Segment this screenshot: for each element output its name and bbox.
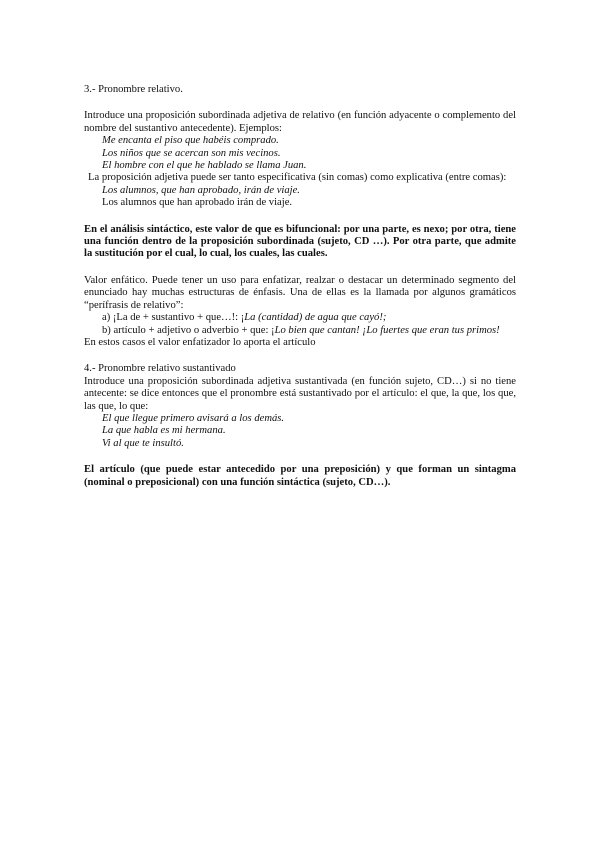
item-a-plain: a) ¡La de + sustantivo + que…!: ¡ — [102, 312, 245, 324]
item-b-italic: Lo bien que cantan! ¡Lo fuertes que eran tus primos! — [274, 324, 500, 336]
example-2: Los niños que se acercan son mis vecinos. — [102, 147, 281, 159]
syntax-analysis-paragraph: En el análisis sintáctico, este valor de que es bifuncional: por una parte, es nexo; por otra, tiene una función dentro de la proposición subordinada (sujeto, CD …). Por otra parte, que admite la sustitución por el cual, lo cual, los cuales, las cuales. — [84, 223, 516, 260]
document-page — [84, 84, 516, 489]
item-b-plain: b) artículo + adjetivo o adverbio + que: ¡ — [102, 324, 275, 336]
specificative-example: Los alumnos que han aprobado irán de viaje. — [102, 197, 293, 209]
substantive-example-3: Vi al que te insultó. — [102, 437, 184, 449]
section-4-intro: Introduce una proposición subordinada adjetiva sustantivada (en función sujeto, CD…) si no tiene antecente: se dice entonces que el pronombre está sustantivado por el artículo: el que, la que, los que, las que, lo que: — [84, 375, 516, 412]
item-a-italic: La (cantidad) de agua que cayó!; — [244, 312, 387, 324]
emphatic-value-paragraph: Valor enfático. Puede tener un uso para enfatizar, realzar o destacar un determinado segmento del enunciado hay muchas estructuras de énfasis. Una de ellas es la llamada por algunos gramáticos “perífrasis de relativo”: — [84, 274, 516, 311]
section-3-intro: Introduce una proposición subordinada adjetiva de relativo (en función adyacente o complemento del nombre del sustantivo antecedente). Ejemplos: — [84, 110, 516, 134]
article-paragraph: El artículo (que puede estar antecedido por una preposición) y que forman un sintagma (nominal o preposicional) con una función sintáctica (sujeto, CD…). — [84, 464, 516, 488]
example-3: El hombre con el que he hablado se llama Juan. — [102, 160, 307, 172]
explicative-example: Los alumnos, que han aprobado, irán de viaje. — [102, 184, 300, 196]
section-4-heading: 4.- Pronombre relativo sustantivado — [84, 363, 236, 375]
item-a — [84, 312, 516, 324]
adjective-types-text: La proposición adjetiva puede ser tanto especificativa (sin comas) como explicativa (entre comas): — [88, 172, 507, 184]
example-1: Me encanta el piso que habéis comprado. — [102, 135, 279, 147]
emphatic-closing: En estos casos el valor enfatizador lo aporta el artículo — [84, 336, 316, 348]
substantive-example-1: El que llegue primero avisará a los demás. — [102, 412, 285, 424]
item-b — [84, 325, 516, 337]
section-3-heading: 3.- Pronombre relativo. — [84, 84, 183, 95]
substantive-example-2: La que habla es mi hermana. — [102, 425, 226, 437]
